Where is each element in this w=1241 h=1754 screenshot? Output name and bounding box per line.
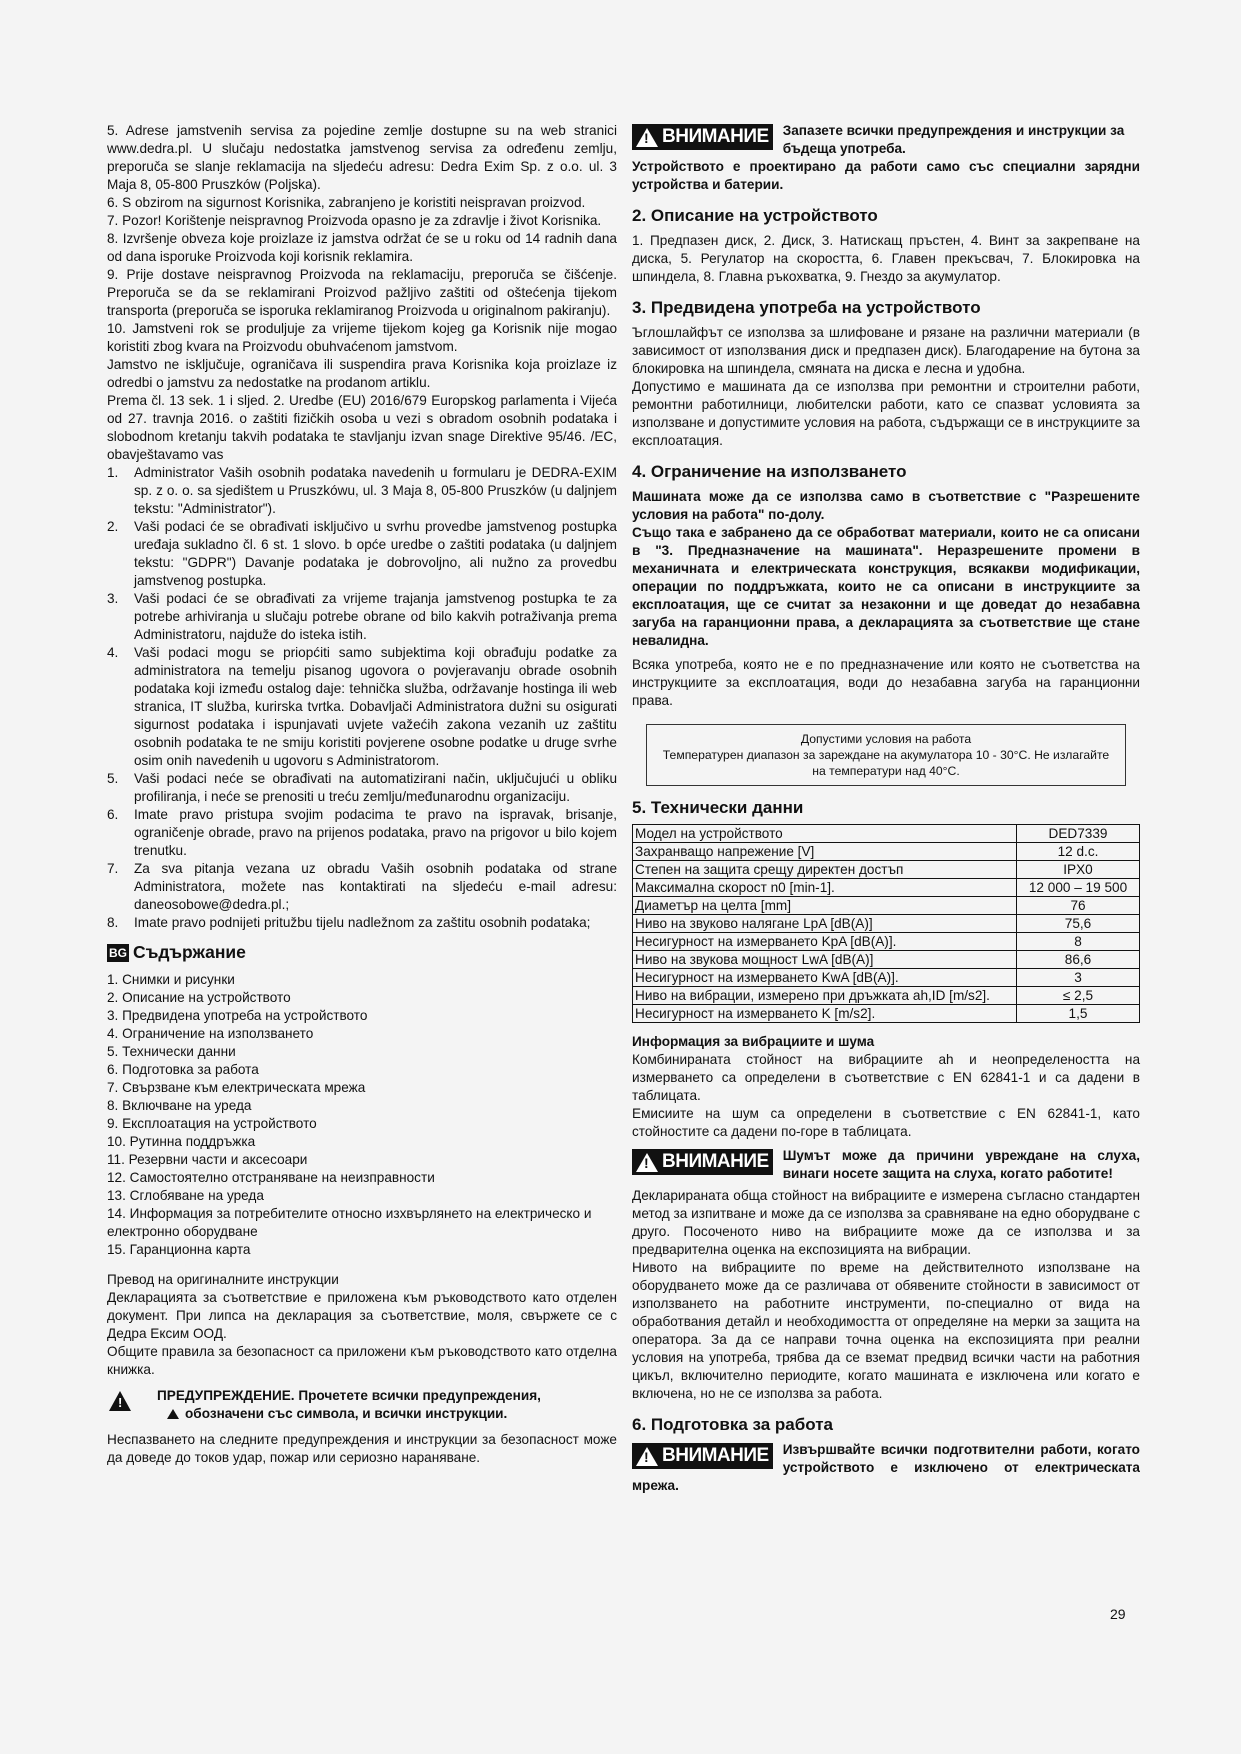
section-3-body-1: Ъглошлайфът се използва за шлифоване и рязане на различни материали (в зависимост от използвания диск и предпазен диск). Благодарение на бутона за блокировка на шпиндела, смяната на диска е лесна и удобна. (632, 325, 1140, 376)
spec-value: 3 (1017, 969, 1140, 987)
spec-key: Захранващо напрежение [V] (633, 843, 1017, 861)
warning-line-2-row (157, 1405, 617, 1423)
section-4-body: Всяка употреба, която не е по предназначение или която не съответства на инструкциите за експлоатация, води до незабавна загуба на гаранционни права. (632, 657, 1140, 708)
toc-item: 13. Сглобяване на уреда (107, 1188, 264, 1203)
toc-item: 14. Информация за потребителите относно изхвърлянето на електрическо и електронно оборудване (107, 1206, 592, 1239)
gdpr-intro: Prema čl. 13 sek. 1 i sljed. 2. Uredbe (EU) 2016/679 Europskog parlamenta i Vijeća od 27. travnja 2016. o zaštiti fizičkih osoba u vezi s obradom osobnih podataka i slobodnom kretanju takvih podataka te stavljanju izvan snage Direktive 95/46. /EC, obavještavamo vas (107, 393, 617, 462)
vibration-title: Информация за вибрациите и шума (632, 1034, 875, 1049)
list-item: 5. Vaši podaci neće se obrađivati na automatizirani način, uključujući u obliku profiliranja, i neće se prenositi u treću zemlju/međunarodnu organizaciju. (107, 771, 617, 804)
language-badge: BG (109, 945, 127, 960)
warning-line-1: ПРЕДУПРЕЖДЕНИЕ. Прочетете всички предупреждения, (157, 1388, 541, 1403)
spec-key: Модел на устройството (633, 825, 1017, 843)
warranty-item-6: 6. S obzirom na sigurnost Korisnika, zabranjeno je koristiti neispravan proizvod. (107, 195, 586, 210)
toc-item: 15. Гаранционна карта (107, 1242, 251, 1257)
conditions-box (646, 724, 1126, 786)
attention-block-1 (632, 122, 1140, 194)
section-4-bold-1: Машината може да се използва само в съответствие с "Разрешените условия на работа" по-долу. (632, 489, 1140, 522)
table-row (633, 861, 1140, 879)
table-row (633, 951, 1140, 969)
vibration-body-1: Комбинираната стойност на вибрациите ah и неопределеността на измерването са определени в съответствие с EN 62841-1 и са дадени в таблицата. (632, 1052, 1140, 1103)
contents-title: Съдържание (133, 942, 246, 962)
warning-body: Неспазването на следните предупреждения и инструкции за безопасност може да доведе до токов удар, пожар или сериозно нараняване. (107, 1432, 617, 1465)
spec-key: Ниво на вибрации, измерено при дръжката ah,ID [m/s2]. (633, 987, 1017, 1005)
contents-heading (107, 942, 617, 963)
translation-note: Превод на оригиналните инструкции (107, 1272, 339, 1287)
declaration-note: Декларацията за съответствие е приложена към ръководството като отделен документ. При липса на декларация за съответствие, моля, свържете се с Дедра Ексим ООД. (107, 1290, 617, 1341)
table-row (633, 933, 1140, 951)
warranty-item-7: 7. Pozor! Korištenje neispravnog Proizvoda opasno je za zdravlje i život Korisnika. (107, 213, 602, 228)
spec-value: 12 000 – 19 500 (1017, 879, 1140, 897)
table-row (633, 879, 1140, 897)
right-column (632, 122, 1140, 1495)
spec-key: Максимална скорост n0 [min-1]. (633, 879, 1017, 897)
attention-block-3 (632, 1441, 1140, 1495)
toc-item: 2. Описание на устройството (107, 990, 291, 1005)
list-item: 7. Za sva pitanja vezana uz obradu Vaših osobnih podataka od strane Administratora, možete nas kontaktirati na sljedeću e-mail adresu: daneosobowe@dedra.pl.; (107, 861, 617, 912)
attention-badge: ! ВНИМАНИЕ (632, 124, 773, 150)
left-column (107, 122, 617, 1467)
table-row (633, 825, 1140, 843)
attention-text-3: Извършвайте всички подготвителни работи, когато устройството е изключено от електрическата мрежа. (632, 1442, 1140, 1493)
toc-item: 4. Ограничение на използването (107, 1026, 314, 1041)
section-6-title: 6. Подготовка за работа (632, 1415, 833, 1434)
list-item: 1. Administrator Vaših osobnih podataka navedenih u formularu je DEDRA-EXIM sp. z o. o. sa sjedištem u Pruszkówu, ul. 3 Maja 8, 05-800 Pruszków (u daljnjem tekstu: "Administrator"). (107, 465, 617, 516)
toc-item: 12. Самостоятелно отстраняване на неизправности (107, 1170, 435, 1185)
warranty-item-5: 5. Adrese jamstvenih servisa za pojedine zemlje dostupne su na web stranici www.dedra.pl. U slučaju nedostatka jamstvenog servisa za određenu zemlju, preporuča se slanje reklamacija na sljedeću adresu: Dedra Exim Sp. z o.o. ul. 3 Maja 8, 05-800 Pruszków (Poljska). (107, 123, 617, 192)
conditions-title: Допустими условия на работа (800, 732, 972, 746)
gdpr-list (107, 464, 617, 932)
toc-item: 6. Подготовка за работа (107, 1062, 259, 1077)
warranty-item-8: 8. Izvršenje obveza koje proizlaze iz jamstva održat će se u roku od 14 radnih dana od dana isporuke Proizvoda koji korisnik reklamira. (107, 231, 617, 264)
spec-value: 75,6 (1017, 915, 1140, 933)
attention-badge: ! ВНИМАНИЕ (632, 1149, 773, 1175)
table-row (633, 915, 1140, 933)
section-3-body-2: Допустимо е машината да се използва при ремонтни и строителни работи, ремонтни работилници, любителски работи, като се спазват условията за използване и допустимите условия на работа, съдържащи се в инструкциите за експлоатация. (632, 379, 1140, 448)
spec-value: 8 (1017, 933, 1140, 951)
spec-value: ≤ 2,5 (1017, 987, 1140, 1005)
list-item: 6. Imate pravo pristupa svojim podacima te pravo na ispravak, brisanje, ograničenje obrade, pravo na prijenos podataka, pravo na prigovor u bilo kojem trenutku. (107, 807, 617, 858)
toc-item: 8. Включване на уреда (107, 1098, 252, 1113)
toc-item: 10. Рутинна поддръжка (107, 1134, 256, 1149)
spec-key: Ниво на звуково налягане LpA [dB(A)] (633, 915, 1017, 933)
section-4-title: 4. Ограничение на използването (632, 462, 907, 481)
warranty-item-9: 9. Prije dostave neispravnog Proizvoda na reklamaciju, preporuča se čišćenje. Preporuča se da se reklamirani Proizvod pažljivo zaštiti od oštećenja tijekom transporta (preporuča se isporuka reklamiranog Proizvoda u originalnom pakiranju). (107, 267, 617, 318)
attention-badge: ! ВНИМАНИЕ (632, 1443, 773, 1469)
spec-key: Диаметър на целта [mm] (633, 897, 1017, 915)
warning-triangle-icon: ! (636, 128, 658, 147)
toc-item: 11. Резервни части и аксесоари (107, 1152, 308, 1167)
warning-triangle-icon: ! (636, 1153, 658, 1172)
warning-triangle-icon: ! (636, 1447, 658, 1466)
section-5-title: 5. Технически данни (632, 798, 804, 817)
spec-value: 86,6 (1017, 951, 1140, 969)
spec-value: IPX0 (1017, 861, 1140, 879)
section-2-title: 2. Описание на устройството (632, 206, 878, 225)
toc-item: 9. Експлоатация на устройството (107, 1116, 317, 1131)
table-of-contents (107, 971, 617, 1259)
spec-table (632, 824, 1140, 1023)
spec-key: Степен на защита срещу директен достъп (633, 861, 1017, 879)
warranty-note: Jamstvo ne isključuje, ograničava ili suspendira prava Korisnika koja proizlaze iz odredbi o jamstvu za nedostatke na prodanom artiklu. (107, 357, 617, 390)
spec-value: 76 (1017, 897, 1140, 915)
attention-text-1: Запазете всички предупреждения и инструкции за бъдеща употреба. (782, 123, 1125, 156)
section-3-title: 3. Предвидена употреба на устройството (632, 298, 981, 317)
spec-key: Несигурност на измерването KwA [dB(A)]. (633, 969, 1017, 987)
warning-block (107, 1387, 617, 1423)
spec-key: Несигурност на измерването K [m/s2]. (633, 1005, 1017, 1023)
list-item: 8. Imate pravo podnijeti pritužbu tijelu nadležnom za zaštitu osobnih podataka; (107, 915, 591, 930)
warranty-item-10: 10. Jamstveni rok se produljuje za vrijeme tijekom kojeg ga Korisnik nije mogao koristiti zbog kvara na Proizvodu obuhvaćenom jamstvom. (107, 321, 617, 354)
list-item: 4. Vaši podaci mogu se priopćiti samo subjektima koji obrađuju podatke za administratora na temelju pisanog ugovora o povjeravanju obrade osobnih podataka koji između ostalog daje: tehnička služba, održavanje hostinga ili web stranica, IT služba, kurirska tvrtka. Dobavljači Administratora dužni su osigurati sigurnost podataka i ispunjavati uvjete važećih zakona vezanih uz zaštitu osobnih podataka te ne smiju koristiti povjerene osobne podatke u druge svrhe osim onih navedenih u ugovoru s Administratorom. (107, 645, 617, 768)
attention-text-2: Шумът може да причини увреждане на слуха, винаги носете защита на слуха, когато работите! (782, 1148, 1140, 1181)
toc-item: 7. Свързване към електрическата мрежа (107, 1080, 366, 1095)
toc-item: 3. Предвидена употреба на устройството (107, 1008, 368, 1023)
list-item: 3. Vaši podaci će se obrađivati za vrijeme trajanja jamstvenog postupka te za potrebe arhiviranja u slučaju potrebe obrane od bilo kakvih potraživanja prema Administratoru, najduže do isteka istih. (107, 591, 617, 642)
declared-vibration-1: Декларираната обща стойност на вибрациите е измерена съгласно стандартен метод за изпитване и може да се използва за сравняване на едно оборудване с друго. Посоченото ниво на вибрациите може да се използва и за предварителна оценка на експозицията на вибрации. (632, 1188, 1140, 1257)
table-row (633, 969, 1140, 987)
general-rules-note: Общите правила за безопасност са приложени към ръководството като отделна книжка. (107, 1344, 617, 1377)
toc-item: 1. Снимки и рисунки (107, 972, 235, 987)
spec-value: 1,5 (1017, 1005, 1140, 1023)
conditions-text: Температурен диапазон за зареждане на акумулатора 10 - 30°C. Не излагайте на температури над 40°C. (662, 748, 1110, 778)
spec-value: DED7339 (1017, 825, 1140, 843)
section-4-bold-2: Също така е забранено да се обработват материали, които не са описани в "3. Предназначение на машината". Неразрешените промени в механичната и електрическата конструкция, всякакви модификации, операции по поддръжката, които не са описани в инструкциите за експлоатация, ще се считат за незаконни и ще доведат до незабавна загуба на гаранционни права, а декларацията за съответствие ще стане невалидна. (632, 525, 1140, 648)
warning-triangle-icon: ! (109, 1391, 131, 1411)
list-item: 2. Vaši podaci će se obrađivati isključivo u svrhu provedbe jamstvenog postupka uređaja sukladno čl. 6 st. 1 slovo. b opće uredbe o zaštiti podataka (u daljnjem tekstu: "GDPR") Davanje podataka je dobrovoljno, ali nužno za provedbu jamstvenog postupka. (107, 519, 617, 588)
attention-text-1b: Устройството е проектирано да работи само със специални зарядни устройства и батерии. (632, 159, 1140, 192)
page-number: 29 (1110, 1606, 1126, 1622)
vibration-body-2: Емисиите на шум са определени в съответствие с EN 62841-1, като стойностите са дадени по-горе в таблицата. (632, 1106, 1140, 1139)
warning-symbol-icon (167, 1409, 179, 1419)
section-2-body: 1. Предпазен диск, 2. Диск, 3. Натискащ пръстен, 4. Винт за закрепване на диска, 5. Регулатор на скоростта, 6. Главен прекъсвач, 7. Блокировка на шпиндела, 8. Главна ръкохватка, 9. Гнездо за акумулатор. (632, 233, 1140, 284)
spec-value: 12 d.c. (1017, 843, 1140, 861)
declared-vibration-2: Нивото на вибрациите по време на действителното използване на оборудването може да се различава от обявените стойности в зависимост от използването на работните инструменти, по-специално от вида на обработвания детайл и необходимостта от определяне на мерки за защита на оператора. За да се направи точна оценка на експозицията при реални условия на употреба, трябва да се вземат предвид всички части на работния цикъл, включително периодите, когато машината е изключена или когато е включена, но не се използва за работа. (632, 1260, 1140, 1401)
table-row (633, 1005, 1140, 1023)
table-row (633, 897, 1140, 915)
table-row (633, 987, 1140, 1005)
spec-key: Несигурност на измерването KpA [dB(A)]. (633, 933, 1017, 951)
spec-key: Ниво на звукова мощност LwA [dB(A)] (633, 951, 1017, 969)
toc-item: 5. Технически данни (107, 1044, 236, 1059)
table-row (633, 843, 1140, 861)
warning-line-2: обозначени със символа, и всички инструкции. (185, 1406, 508, 1421)
attention-block-2 (632, 1147, 1140, 1183)
